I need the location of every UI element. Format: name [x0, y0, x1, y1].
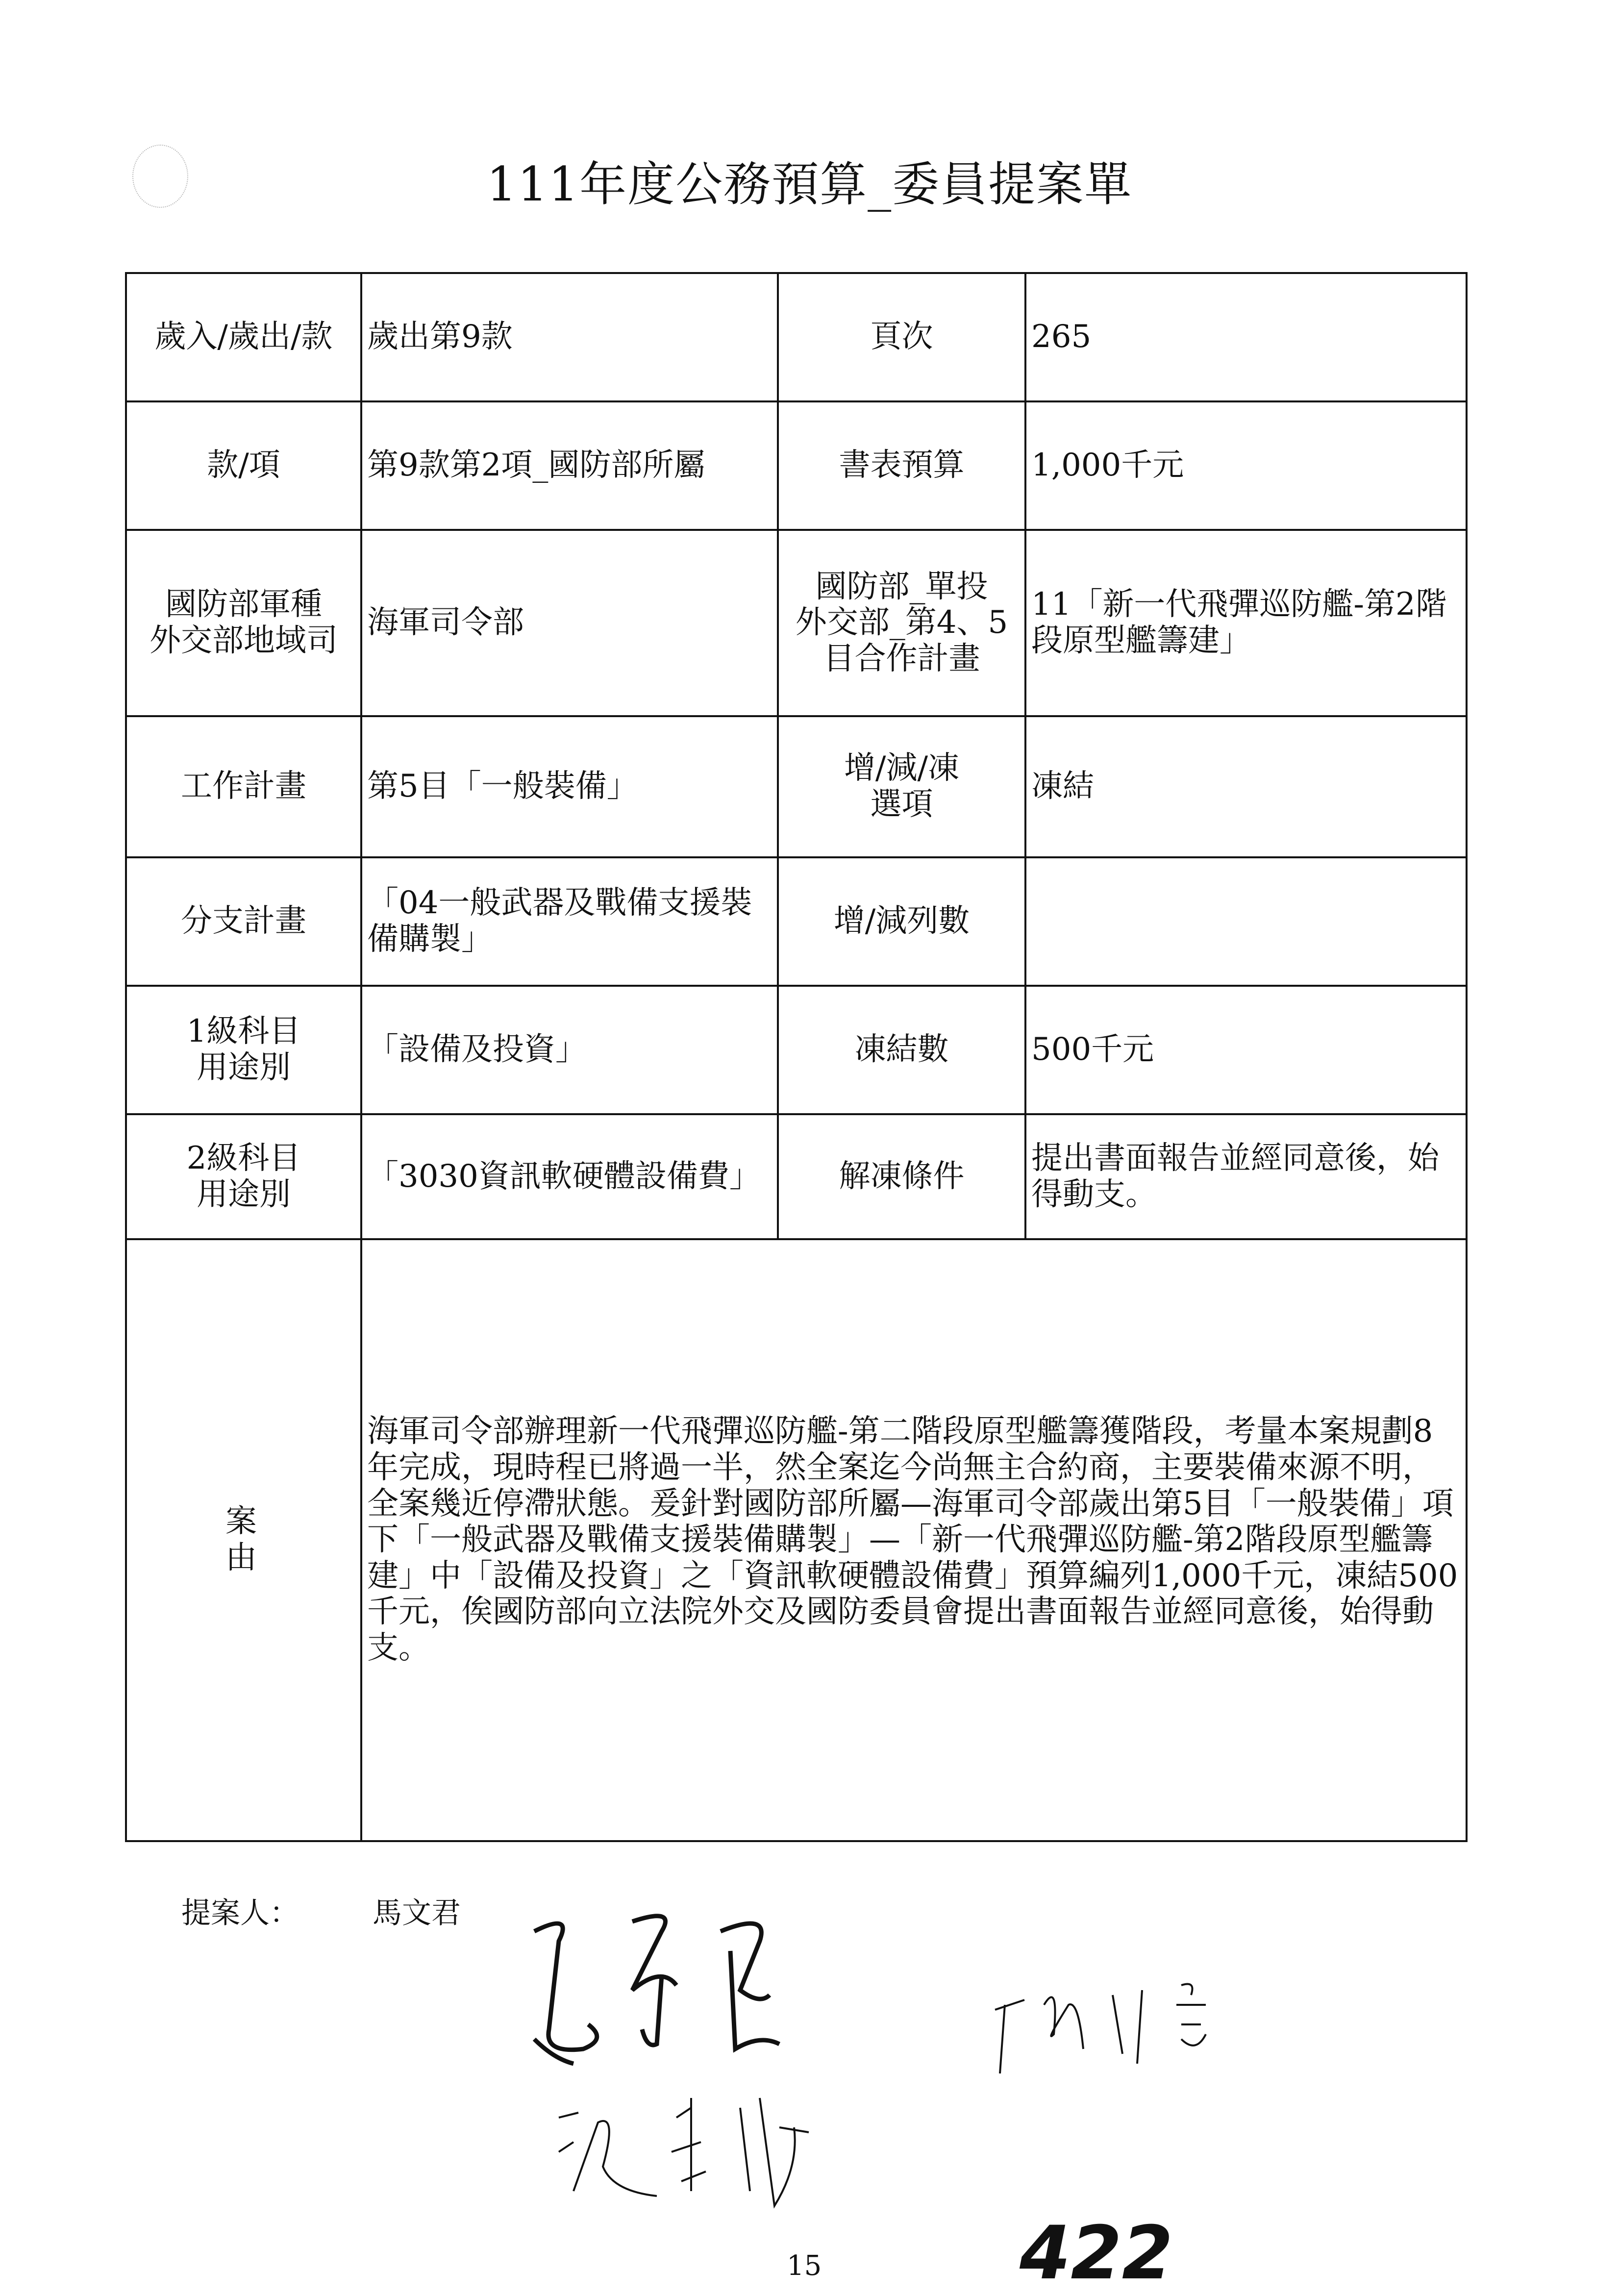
field-value: 第5目「一般裝備」	[361, 716, 778, 857]
field-value	[1025, 857, 1467, 986]
field-label: 國防部軍種 外交部地域司	[126, 530, 361, 716]
field-label: 分支計畫	[126, 857, 361, 986]
field-value: 「04一般武器及戰備支援裝備購製」	[361, 857, 778, 986]
field-value: 凍結	[1025, 716, 1467, 857]
page-title: 111年度公務預算_委員提案單	[486, 157, 1133, 212]
field-label: 解凍條件	[778, 1114, 1025, 1239]
field-value: 海軍司令部	[361, 530, 778, 716]
reason-label: 案由	[126, 1239, 361, 1841]
form-row	[126, 716, 1467, 857]
reason-row	[126, 1239, 1467, 1841]
proposer-name: 馬文君	[373, 1896, 461, 1930]
form-row	[126, 401, 1467, 530]
field-label: 1級科目 用途別	[126, 986, 361, 1114]
field-value: 500千元	[1025, 986, 1467, 1114]
field-value: 11「新一代飛彈巡防艦-第2階段原型艦籌建」	[1025, 530, 1467, 716]
field-label: 凍結數	[778, 986, 1025, 1114]
field-value: 歲出第9款	[361, 273, 778, 401]
form-row	[126, 273, 1467, 401]
signature-3	[985, 1975, 1304, 2088]
field-label: 增/減/凍 選項	[778, 716, 1025, 857]
signature-2	[544, 2069, 863, 2216]
field-label: 工作計畫	[126, 716, 361, 857]
field-label: 國防部_單投 外交部_第4、5 目合作計畫	[778, 530, 1025, 716]
proposer-label: 提案人：	[181, 1896, 299, 1930]
form-row	[126, 1114, 1467, 1239]
field-label: 2級科目 用途別	[126, 1114, 361, 1239]
proposal-form-table	[125, 272, 1468, 1842]
form-row	[126, 530, 1467, 716]
field-value: 提出書面報告並經同意後，始得動支。	[1025, 1114, 1467, 1239]
field-value: 265	[1025, 273, 1467, 401]
form-row	[126, 986, 1467, 1114]
field-label: 書表預算	[778, 401, 1025, 530]
field-value: 第9款第2項_國防部所屬	[361, 401, 778, 530]
field-label: 歲入/歲出/款	[126, 273, 361, 401]
field-value: 「3030資訊軟硬體設備費」	[361, 1114, 778, 1239]
signature-1	[515, 1902, 858, 2078]
field-label: 款/項	[126, 401, 361, 530]
field-label: 增/減列數	[778, 857, 1025, 986]
field-value: 1,000千元	[1025, 401, 1467, 530]
handwritten-number: 422	[1020, 2211, 1173, 2296]
form-row	[126, 857, 1467, 986]
field-label: 頁次	[778, 273, 1025, 401]
reason-text: 海軍司令部辦理新一代飛彈巡防艦-第二階段原型艦籌獲階段，考量本案規劃8年完成，現時程已將過一半，然全案迄今尚無主合約商，主要裝備來源不明，全案幾近停滯狀態。爰針對國防部所屬—海軍司令部歲出第5目「一般裝備」項下「一般武器及戰備支援裝備購製」—「新一代飛彈巡防艦-第2階段原型艦籌建」中「設備及投資」之「資訊軟硬體設備費」預算編列1,000千元，凍結500千元，俟國防部向立法院外交及國防委員會提出書面報告並經同意後，始得動支。	[361, 1239, 1467, 1841]
page-number: 15	[787, 2250, 822, 2282]
field-value: 「設備及投資」	[361, 986, 778, 1114]
